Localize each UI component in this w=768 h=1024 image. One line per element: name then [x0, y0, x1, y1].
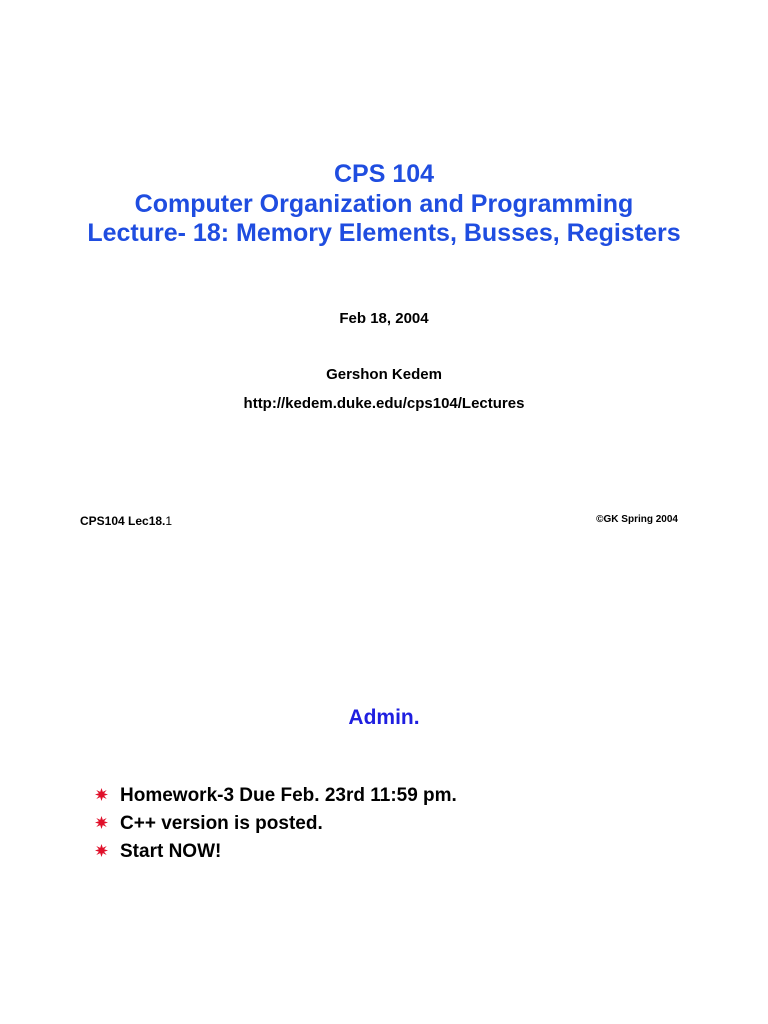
footer-lecture: CPS104 Lec18.: [80, 514, 166, 528]
lectures-url[interactable]: http://kedem.duke.edu/cps104/Lectures: [243, 395, 525, 412]
admin-slide: [0, 560, 768, 1024]
lecture-title: Lecture- 18: Memory Elements, Busses, Registers: [87, 219, 681, 247]
footer-page-number: 1: [165, 514, 173, 528]
bullet-item: [95, 782, 457, 810]
slide-title: [0, 160, 768, 249]
bullet-item: [95, 838, 457, 866]
bullet-text: C++ version is posted.: [120, 813, 323, 834]
bullet-text: Start NOW!: [120, 841, 222, 862]
lecture-date: Feb 18, 2004: [339, 310, 429, 327]
copyright-notice: ©GK Spring 2004: [596, 514, 678, 525]
author-name: Gershon Kedem: [326, 366, 442, 383]
admin-heading: Admin.: [348, 706, 420, 729]
slide-footer-id: [80, 514, 172, 528]
admin-bullet-list: [95, 782, 457, 866]
bullet-item: [95, 810, 457, 838]
red-starburst-icon: [95, 788, 108, 801]
course-code: CPS 104: [333, 160, 435, 188]
red-starburst-icon: [95, 844, 108, 857]
red-starburst-icon: [95, 816, 108, 829]
bullet-text: Homework-3 Due Feb. 23rd 11:59 pm.: [120, 785, 457, 806]
course-name: Computer Organization and Programming: [134, 189, 634, 218]
